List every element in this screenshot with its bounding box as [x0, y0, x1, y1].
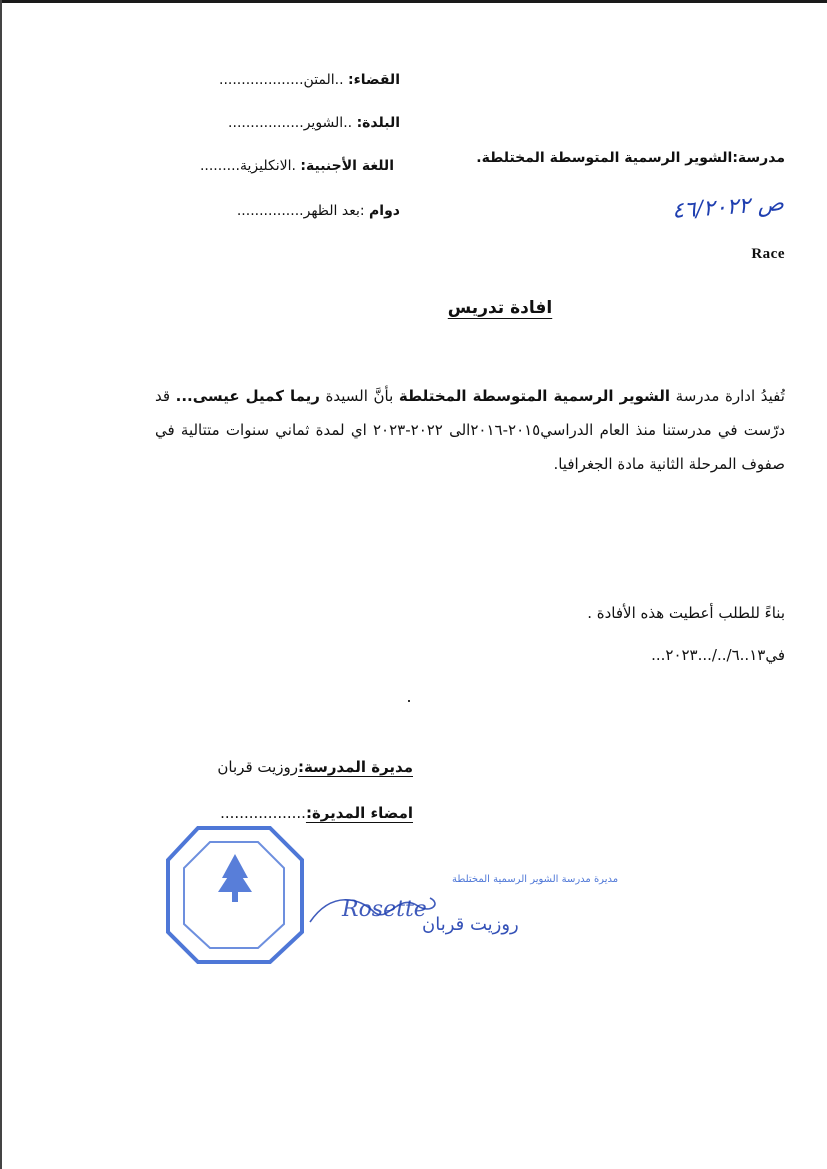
director-label: مديرة المدرسة:: [298, 758, 413, 776]
signature-label: امضاء المديرة:: [305, 804, 413, 822]
request-line: بناءً للطلب أعطيت هذه الأفادة .: [587, 604, 785, 622]
para-lead: تُفيدُ ادارة مدرسة: [675, 387, 785, 405]
signed-name: روزيت قربان: [422, 914, 519, 935]
para-school: الشوير الرسمية المتوسطة المختلطة: [398, 387, 671, 405]
stray-dot: [408, 700, 410, 702]
para-middle: بأنَّ السيدة: [325, 387, 394, 405]
main-paragraph: [155, 380, 785, 481]
language-value: .الانكليزية.........: [199, 158, 301, 174]
race-mark: Race: [751, 246, 785, 262]
document-title-text: افادة تدريس: [447, 298, 553, 318]
page-left-edge: [0, 0, 2, 1169]
language-line: [200, 158, 394, 174]
handwritten-reference: ص ٤٦/٢٠٢٢: [671, 191, 785, 224]
date-line: في١٣..٦/../...٢٠٢٣...: [651, 646, 785, 664]
official-stamp: [160, 820, 619, 970]
director-line: [217, 758, 413, 776]
para-rest: قد درّست في مدرستنا منذ العام الدراسي٢٠١٥-٢٠١٦الى ٢٠٢٢-٢٠٢٣ اي لمدة ثماني سنوات متتالية في صفوف المرحلة الثانية مادة الجغرافيا.: [155, 387, 786, 473]
town-value: ..الشوير.................: [228, 115, 357, 131]
school-line: [476, 150, 785, 166]
signature-script: Rosette: [342, 897, 427, 922]
shift-label: دوام: [369, 203, 400, 219]
district-value: ..المتن...................: [219, 72, 349, 88]
para-name: ريما كميل عيسى...: [175, 387, 320, 405]
district-label: القضاء:: [348, 72, 400, 88]
school-label: مدرسة:: [732, 150, 785, 166]
page-top-edge: [0, 0, 827, 3]
cedar-icon: [218, 854, 252, 902]
shift-line: [237, 203, 400, 219]
document-title: [300, 298, 700, 318]
director-name: روزيت قربان: [217, 758, 299, 776]
district-line: [219, 72, 400, 88]
language-label: اللغة الأجنبية:: [300, 158, 394, 174]
signature-dots: ..................: [220, 804, 306, 822]
stamp-caption: مديرة مدرسة الشوير الرسمية المختلطة: [452, 874, 619, 885]
town-label: البلدة:: [356, 115, 400, 131]
shift-value: :بعد الظهر...............: [236, 203, 370, 219]
town-line: [228, 115, 400, 131]
school-value: الشوير الرسمية المتوسطة المختلطة.: [476, 150, 733, 166]
